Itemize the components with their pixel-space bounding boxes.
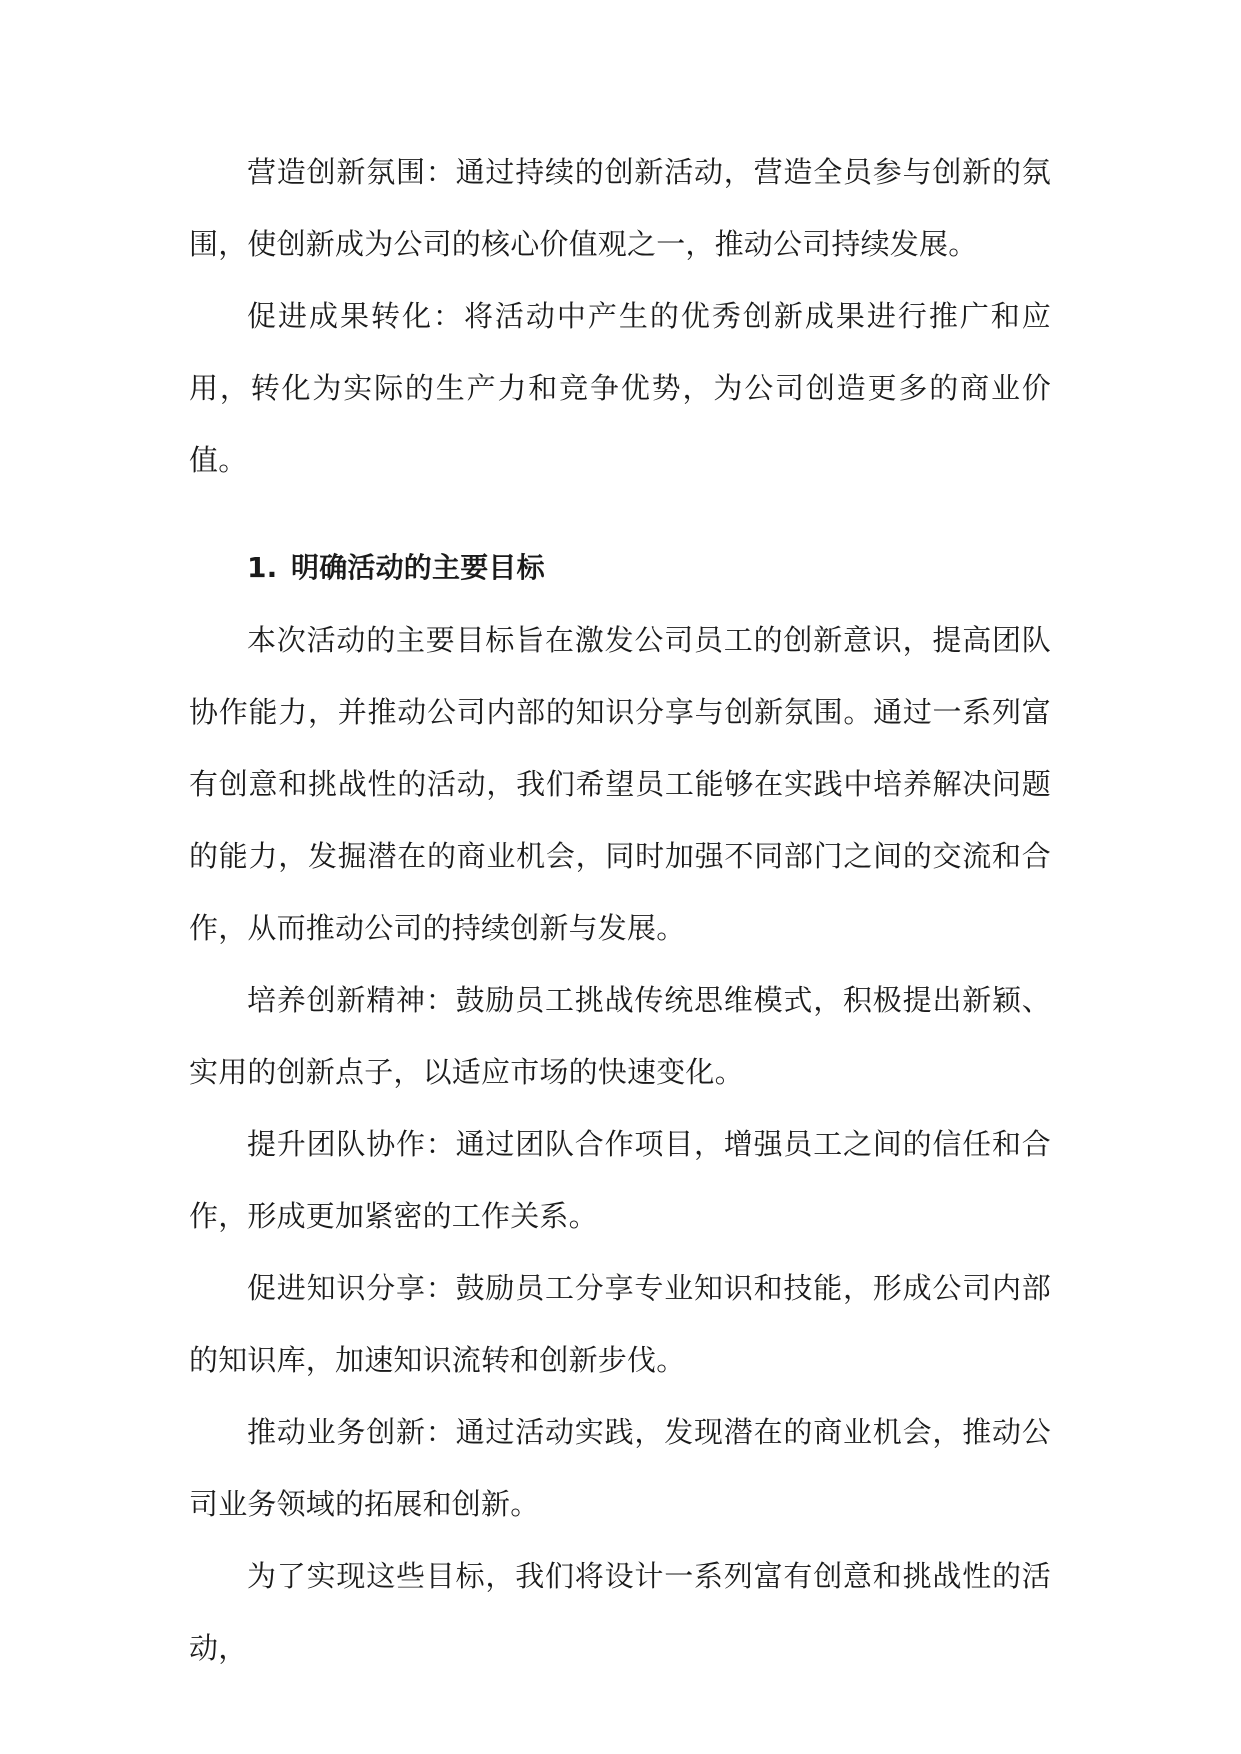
- section-number: 1.: [247, 551, 278, 584]
- document-body: [189, 136, 1051, 1684]
- paragraph-knowledge-sharing: 促进知识分享：鼓励员工分享专业知识和技能，形成公司内部的知识库，加速知识流转和创新步伐。: [189, 1271, 1051, 1377]
- paragraph-team-collaboration: 提升团队协作：通过团队合作项目，增强员工之间的信任和合作，形成更加紧密的工作关系。: [189, 1127, 1051, 1233]
- section-title: 明确活动的主要目标: [291, 551, 545, 584]
- paragraph-activity-design: 为了实现这些目标，我们将设计一系列富有创意和挑战性的活动，: [189, 1559, 1051, 1665]
- paragraph-innovation-spirit: 培养创新精神：鼓励员工挑战传统思维模式，积极提出新颖、实用的创新点子，以适应市场的快速变化。: [189, 983, 1051, 1089]
- section-heading: [247, 532, 1051, 604]
- paragraph-business-innovation: 推动业务创新：通过活动实践，发现潜在的商业机会，推动公司业务领域的拓展和创新。: [189, 1415, 1051, 1521]
- paragraph-result-conversion: 促进成果转化：将活动中产生的优秀创新成果进行推广和应用，转化为实际的生产力和竞争优势，为公司创造更多的商业价值。: [189, 299, 1051, 477]
- paragraph-innovation-atmosphere: 营造创新氛围：通过持续的创新活动，营造全员参与创新的氛围，使创新成为公司的核心价值观之一，推动公司持续发展。: [189, 155, 1051, 261]
- paragraph-main-goal: 本次活动的主要目标旨在激发公司员工的创新意识，提高团队协作能力，并推动公司内部的知识分享与创新氛围。通过一系列富有创意和挑战性的活动，我们希望员工能够在实践中培养解决问题的能力，发掘潜在的商业机会，同时加强不同部门之间的交流和合作，从而推动公司的持续创新与发展。: [189, 623, 1051, 945]
